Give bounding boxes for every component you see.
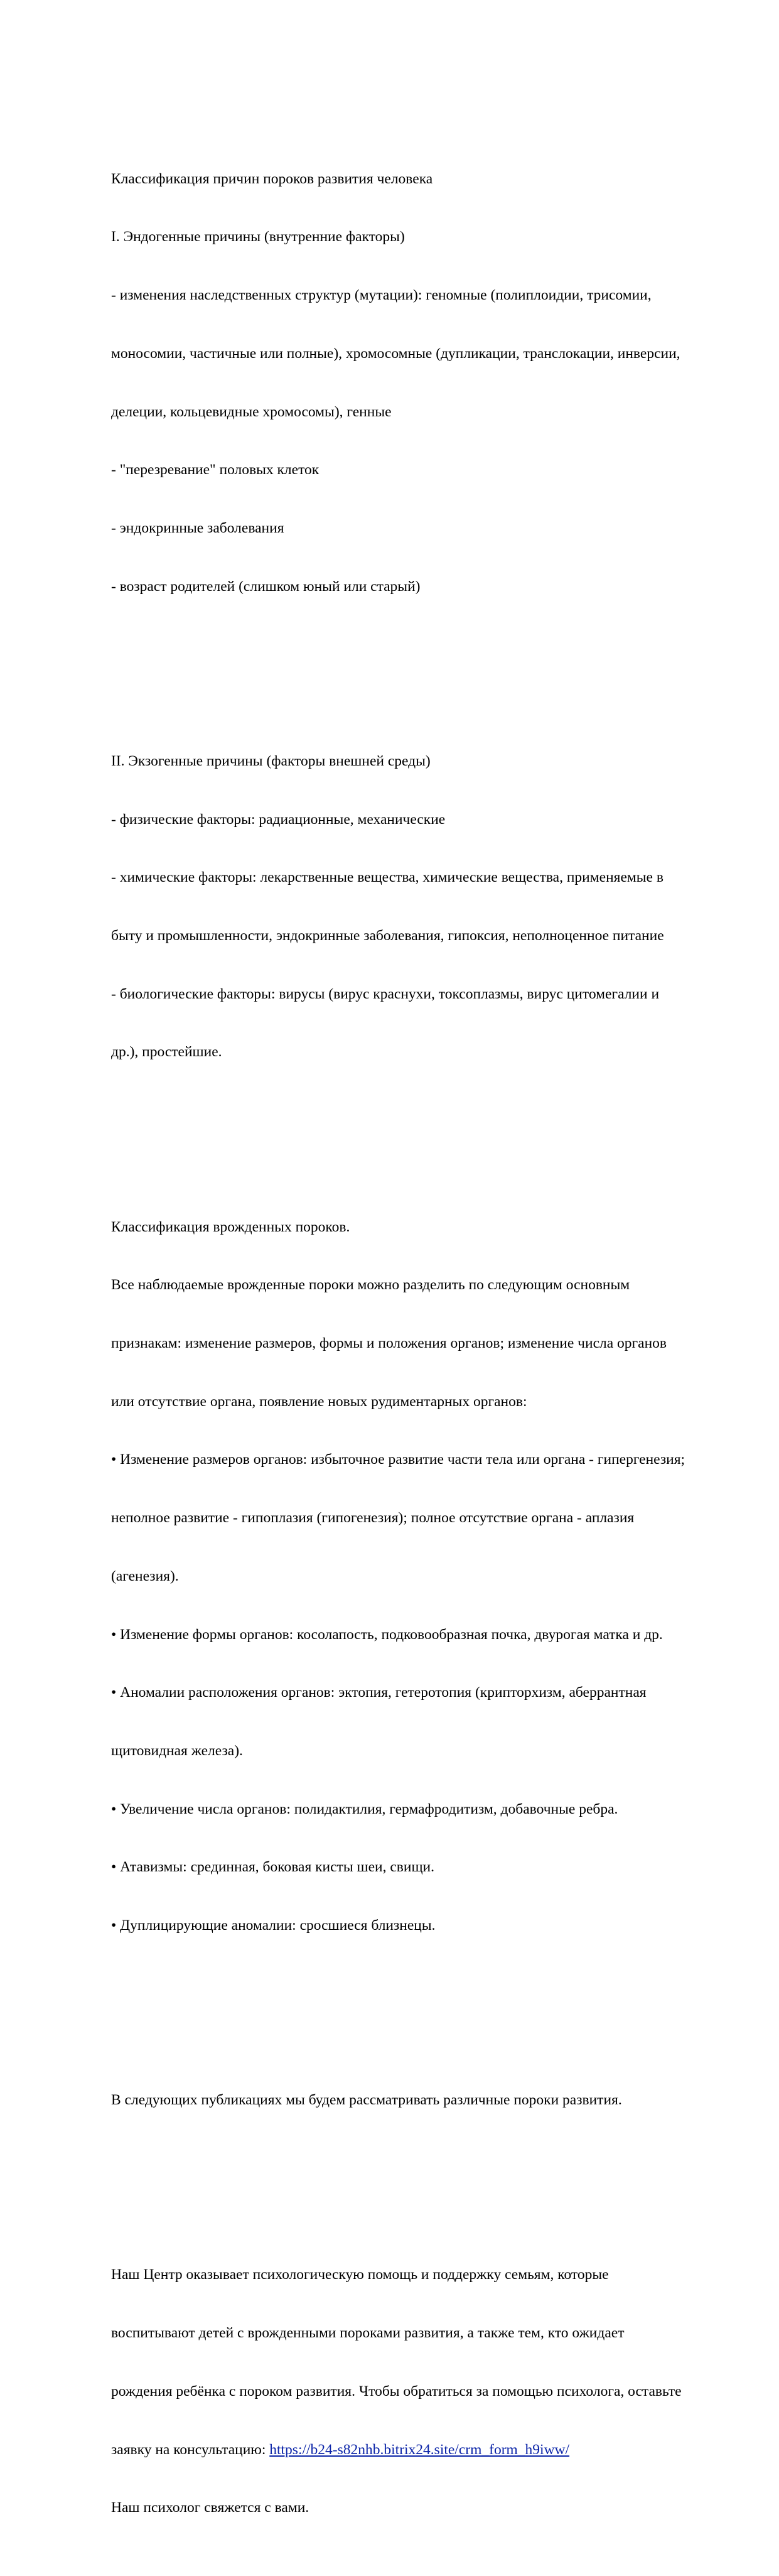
heading-exogenous: II. Экзогенные причины (факторы внешней среды) [111,752,431,769]
congenital-line: щитовидная железа). [111,1743,243,1759]
center-info-line: воспитывают детей с врожденными пороками развития, а также тем, кто ожидает [111,2325,625,2342]
section-title-causes: Классификация причин пороков развития человека [111,170,433,187]
endogenous-line: - изменения наследственных структур (мутации): геномные (полиплоидии, трисомии, [111,287,652,304]
paragraph-spacer [111,2168,733,2188]
endogenous-line: - возраст родителей (слишком юный или старый) [111,578,421,595]
endogenous-line: моносомии, частичные или полные), хромосомные (дупликации, транслокации, инверсии, [111,345,680,362]
endogenous-line: делеции, кольцевидные хромосомы), генные [111,403,392,420]
consultation-prefix: заявку на консультацию: [111,2441,270,2458]
document-body [111,92,733,2576]
exogenous-line: - биологические факторы: вирусы (вирус краснухи, токсоплазмы, вирус цитомегалии и [111,985,660,1002]
exogenous-line: - физические факторы: радиационные, механические [111,811,446,828]
congenital-line: • Дуплицирующие аномалии: сросшиеся близнецы. [111,1917,436,1934]
heading-endogenous: I. Эндогенные причины (внутренние факторы) [111,229,405,246]
congenital-line: • Аномалии расположения органов: эктопия, гетеротопия (крипторхизм, аберрантная [111,1684,647,1701]
congenital-line: • Изменение размеров органов: избыточное развитие части тела или органа - гипергенезия; [111,1451,685,1468]
congenital-line: (агенезия). [111,1567,179,1584]
congenital-line: признакам: изменение размеров, формы и положения органов; изменение числа органов [111,1334,667,1351]
congenital-line: неполное развитие - гипоплазия (гипогенезия); полное отсутствие органа - аплазия [111,1510,635,1527]
section-title-congenital: Классификация врожденных пороков. [111,1218,350,1235]
closing-line: Наш психолог свяжется с вами. [111,2499,309,2516]
paragraph-spacer [111,1994,733,2013]
congenital-line: • Атавизмы: срединная, боковая кисты шеи, свищи. [111,1859,434,1876]
congenital-line: • Изменение формы органов: косолапость, подковообразная почка, двурогая матка и др. [111,1626,663,1643]
endogenous-line: - эндокринные заболевания [111,519,284,536]
exogenous-line: др.), простейшие. [111,1044,222,1061]
consultation-line [111,2440,733,2460]
next-publications-note: В следующих публикациях мы будем рассматривать различные пороки развития. [111,2092,622,2109]
paragraph-spacer [111,654,733,674]
congenital-line: или отсутствие органа, появление новых рудиментарных органов: [111,1393,527,1410]
consultation-form-link[interactable]: https://b24-s82nhb.bitrix24.site/crm_form_h9iww/ [269,2441,570,2458]
center-info-line: Наш Центр оказывает психологическую помощь и поддержку семьям, которые [111,2266,609,2283]
exogenous-line: быту и промышленности, эндокринные заболевания, гипоксия, неполноценное питание [111,927,664,944]
congenital-line: • Увеличение числа органов: полидактилия, гермафродитизм, добавочные ребра. [111,1800,618,1817]
paragraph-spacer [111,1120,733,1140]
endogenous-line: - "перезревание" половых клеток [111,462,320,479]
exogenous-line: - химические факторы: лекарственные вещества, химические вещества, применяемые в [111,869,663,886]
center-info-line: рождения ребёнка с пороком развития. Чтобы обратиться за помощью психолога, оставьте [111,2383,682,2400]
congenital-line: Все наблюдаемые врожденные пороки можно разделить по следующим основным [111,1277,630,1294]
